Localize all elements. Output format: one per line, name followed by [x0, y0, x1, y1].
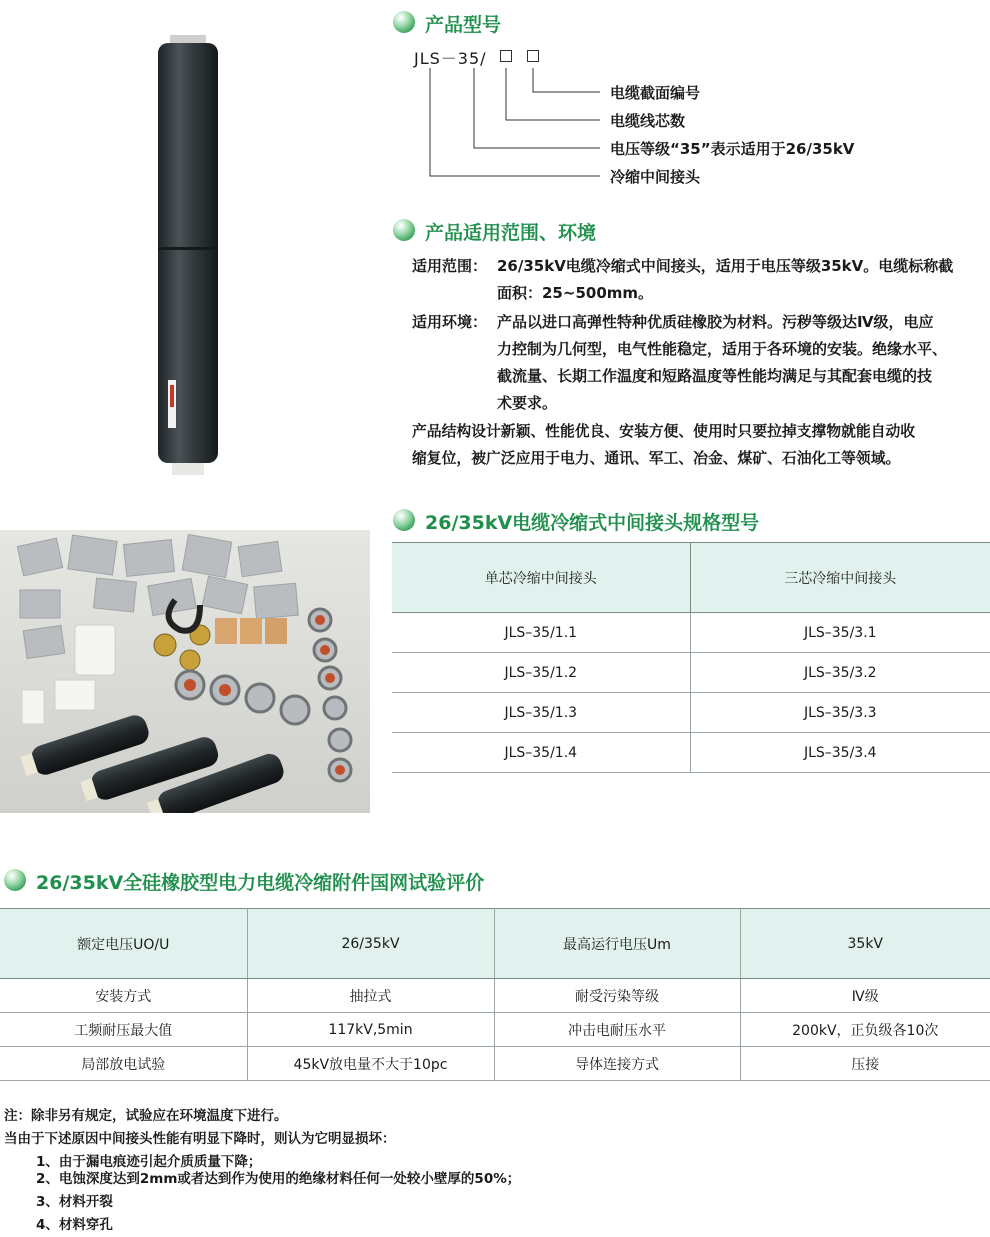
model-line: 电压等级“35”表示适用于26/35kV — [610, 140, 855, 158]
product-photo-joint-tube — [150, 35, 225, 475]
note-line: 注：除非另有规定，试验应在环境温度下进行。 — [4, 1108, 288, 1124]
model-line: 电缆截面编号 — [610, 84, 701, 102]
section-bullet-icon — [393, 219, 415, 241]
note-line: 2、电蚀深度达到2mm或者达到作为使用的绝缘材料任何一处较小壁厚的50%； — [36, 1171, 521, 1187]
env-text: 力控制为几何型，电气性能稳定，适用于各环境的安装。绝缘水平、 — [497, 340, 948, 358]
table-row — [0, 1013, 990, 1047]
eval-cell: 26/35kV — [247, 909, 494, 979]
eval-cell: 45kV放电量不大于10pc — [247, 1047, 494, 1081]
eval-cell: 117kV,5min — [247, 1013, 494, 1047]
scope-text: 26/35kV电缆冷缩式中间接头，适用于电压等级35kV。电缆标称截 — [497, 257, 954, 275]
spec-cell: JLS–35/1.4 — [392, 733, 690, 773]
eval-cell: 最高运行电压Um — [494, 909, 740, 979]
eval-cell: 局部放电试验 — [0, 1047, 247, 1081]
table-row — [392, 733, 990, 773]
table-row — [0, 909, 990, 979]
env-text: 截流量、长期工作温度和短路温度等性能均满足与其配套电缆的技 — [497, 367, 933, 385]
section-title-evaluation: 26/35kV全硅橡胶型电力电缆冷缩附件国网试验评价 — [36, 872, 485, 894]
section-bullet-icon — [393, 509, 415, 531]
table-row — [392, 693, 990, 733]
spec-header-cell: 单芯冷缩中间接头 — [392, 543, 690, 613]
section-title-scope: 产品适用范围、环境 — [425, 222, 597, 244]
spec-cell: JLS–35/3.1 — [690, 613, 990, 653]
eval-cell: 35kV — [740, 909, 990, 979]
table-row — [0, 1047, 990, 1081]
eval-cell: 冲击电耐压水平 — [494, 1013, 740, 1047]
model-line: 电缆线芯数 — [610, 112, 686, 130]
note-line: 4、材料穿孔 — [36, 1217, 113, 1233]
section-bullet-icon — [4, 869, 26, 891]
spec-cell: JLS–35/3.3 — [690, 693, 990, 733]
eval-cell: 200kV，正负级各10次 — [740, 1013, 990, 1047]
eval-cell: 抽拉式 — [247, 979, 494, 1013]
table-row — [0, 979, 990, 1013]
section-title-spec: 26/35kV电缆冷缩式中间接头规格型号 — [425, 512, 760, 534]
eval-cell: 额定电压UO/U — [0, 909, 247, 979]
env-text: 术要求。 — [497, 394, 558, 412]
eval-cell: 导体连接方式 — [494, 1047, 740, 1081]
spec-cell: JLS–35/1.1 — [392, 613, 690, 653]
model-line: 冷缩中间接头 — [610, 168, 701, 186]
spec-cell: JLS–35/3.2 — [690, 653, 990, 693]
evaluation-table — [0, 908, 990, 1081]
env-text: 产品以进口高弹性特种优质硅橡胶为材料。污秽等级达Ⅳ级，电应 — [497, 313, 934, 331]
env-label: 适用环境： — [412, 313, 488, 331]
section-title-model: 产品型号 — [425, 14, 502, 36]
note-line: 3、材料开裂 — [36, 1194, 113, 1210]
spec-cell: JLS–35/1.3 — [392, 693, 690, 733]
scope-text: 面积：25~500mm。 — [497, 284, 654, 302]
eval-cell: 耐受污染等级 — [494, 979, 740, 1013]
structure-text: 产品结构设计新颖、性能优良、安装方便、使用时只要拉掉支撑物就能自动收 — [412, 423, 916, 440]
spec-cell: JLS–35/1.2 — [392, 653, 690, 693]
eval-cell: 工频耐压最大值 — [0, 1013, 247, 1047]
eval-cell: 安装方式 — [0, 979, 247, 1013]
scope-label: 适用范围： — [412, 257, 488, 275]
spec-header-cell: 三芯冷缩中间接头 — [690, 543, 990, 613]
structure-text: 缩复位，被广泛应用于电力、通讯、军工、冶金、煤矿、石油化工等领域。 — [412, 450, 901, 467]
eval-cell: 压接 — [740, 1047, 990, 1081]
model-code-diagram — [420, 60, 620, 190]
section-bullet-icon — [393, 11, 415, 33]
note-line: 当由于下述原因中间接头性能有明显下降时，则认为它明显损坏： — [4, 1131, 396, 1147]
note-line: 1、由于漏电痕迹引起介质质量下降； — [36, 1154, 262, 1170]
table-row — [392, 653, 990, 693]
model-code: JLS－35/ — [414, 49, 487, 68]
spec-cell: JLS–35/3.4 — [690, 733, 990, 773]
table-row — [392, 613, 990, 653]
spec-table-header — [392, 543, 990, 613]
eval-cell: Ⅳ级 — [740, 979, 990, 1013]
product-photo-kit — [0, 530, 370, 813]
spec-table — [392, 542, 990, 773]
